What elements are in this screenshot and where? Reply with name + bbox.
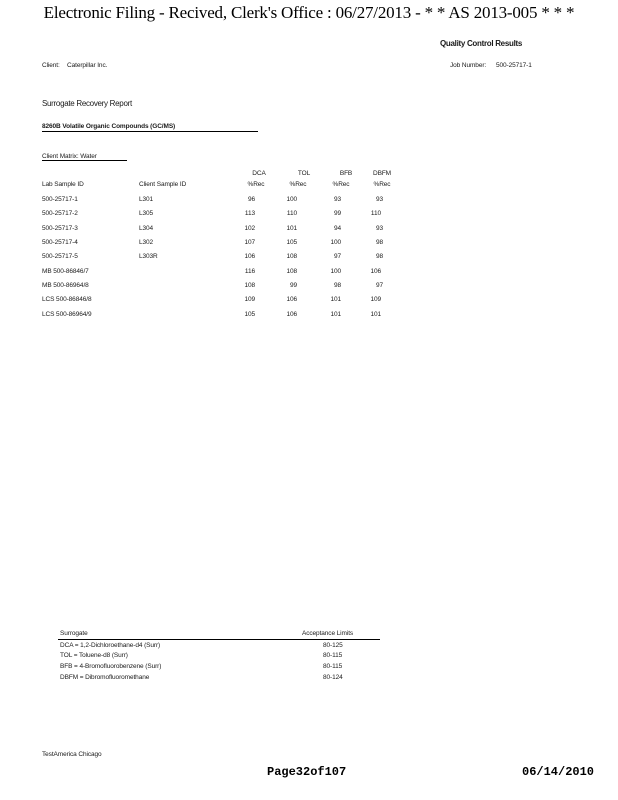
col-header-bfb: BFB — [339, 170, 353, 177]
col-header-dca: DCA — [252, 170, 266, 177]
table-row-bfb: 93 — [333, 196, 341, 203]
table-row-tol: 108 — [286, 253, 297, 260]
job-number-value: 500-25717-1 — [496, 62, 532, 69]
table-row-lab-id: MB 500-86846/7 — [42, 268, 89, 275]
table-row-tol: 100 — [286, 196, 297, 203]
table-row-dbfm: 110 — [370, 210, 381, 217]
table-row-lab-id: 500-25717-4 — [42, 239, 78, 246]
table-row-bfb: 98 — [333, 282, 341, 289]
legend-item-name: DCA = 1,2-Dichloroethane-d4 (Surr) — [60, 642, 161, 649]
client-value: Caterpillar Inc. — [67, 62, 108, 69]
report-title: Surrogate Recovery Report — [42, 99, 132, 108]
table-row-lab-id: 500-25717-5 — [42, 253, 78, 260]
table-row-dca: 105 — [244, 311, 255, 318]
legend-item-limits: 80-124 — [323, 674, 343, 681]
col-subheader-dca: %Rec — [247, 181, 265, 188]
col-subheader-bfb: %Rec — [332, 181, 350, 188]
table-row-dca: 116 — [244, 268, 255, 275]
table-row-dbfm: 98 — [375, 239, 383, 246]
legend-item-limits: 80-115 — [323, 652, 343, 659]
table-row-tol: 106 — [286, 296, 297, 303]
matrix-underline — [42, 160, 127, 161]
method-title: 8260B Volatile Organic Compounds (GC/MS) — [42, 123, 176, 130]
job-number-label: Job Number: — [450, 62, 487, 69]
table-row-dbfm: 97 — [375, 282, 383, 289]
table-row-bfb: 101 — [330, 296, 341, 303]
table-row-bfb: 100 — [330, 239, 341, 246]
table-row-client-id: L302 — [139, 239, 154, 246]
filing-banner: Electronic Filing - Recived, Clerk's Office : 06/27/2013 - * * AS 2013-005 * * * — [43, 3, 575, 22]
table-row-tol: 105 — [286, 239, 297, 246]
table-row-dca: 96 — [247, 196, 255, 203]
client-matrix: Client Matrix: Water — [42, 153, 97, 160]
table-row-bfb: 101 — [330, 311, 341, 318]
col-header-tol: TOL — [297, 170, 311, 177]
table-row-dbfm: 106 — [370, 268, 381, 275]
table-row-bfb: 100 — [330, 268, 341, 275]
table-row-tol: 99 — [289, 282, 297, 289]
table-row-dca: 102 — [244, 225, 255, 232]
table-row-tol: 108 — [286, 268, 297, 275]
col-subheader-dbfm: %Rec — [373, 181, 391, 188]
table-row-lab-id: 500-25717-1 — [42, 196, 78, 203]
client-sample-id-header: Client Sample ID — [139, 181, 187, 188]
table-row-dca: 113 — [244, 210, 255, 217]
table-row-lab-id: MB 500-86964/8 — [42, 282, 89, 289]
lab-name: TestAmerica Chicago — [42, 751, 102, 758]
table-row-client-id: L301 — [139, 196, 154, 203]
table-row-dca: 108 — [244, 282, 255, 289]
page-number: Page32of107 — [267, 765, 347, 779]
legend-item-limits: 80-125 — [323, 642, 343, 649]
table-row-dbfm: 98 — [375, 253, 383, 260]
table-row-tol: 106 — [286, 311, 297, 318]
table-row-lab-id: 500-25717-3 — [42, 225, 78, 232]
table-row-dbfm: 101 — [370, 311, 381, 318]
legend-surrogate-header: Surrogate — [60, 630, 88, 637]
table-row-lab-id: 500-25717-2 — [42, 210, 78, 217]
table-row-client-id: L304 — [139, 225, 154, 232]
legend-item-limits: 80-115 — [323, 663, 343, 670]
table-row-lab-id: LCS 500-86964/9 — [42, 311, 92, 318]
table-row-bfb: 99 — [333, 210, 341, 217]
table-row-dca: 106 — [244, 253, 255, 260]
lab-sample-id-header: Lab Sample ID — [42, 181, 84, 188]
table-row-bfb: 94 — [333, 225, 341, 232]
legend-item-name: DBFM = Dibromofluoromethane — [60, 674, 150, 681]
legend-item-name: TOL = Toluene-d8 (Surr) — [60, 652, 128, 659]
method-underline — [42, 131, 258, 132]
table-row-tol: 101 — [286, 225, 297, 232]
qc-results-title: Quality Control Results — [440, 39, 522, 48]
table-row-client-id: L303R — [139, 253, 158, 260]
table-row-bfb: 97 — [333, 253, 341, 260]
table-row-dbfm: 109 — [370, 296, 381, 303]
legend-item-name: BFB = 4-Bromofluorobenzene (Surr) — [60, 663, 162, 670]
client-label: Client: — [42, 62, 60, 69]
table-row-tol: 110 — [286, 210, 297, 217]
table-row-dbfm: 93 — [375, 225, 383, 232]
table-row-dbfm: 93 — [375, 196, 383, 203]
table-row-dca: 109 — [244, 296, 255, 303]
legend-limits-header: Acceptance Limits — [302, 630, 354, 637]
col-header-dbfm: DBFM — [372, 170, 391, 177]
table-row-dca: 107 — [244, 239, 255, 246]
legend-rule — [58, 639, 380, 640]
col-subheader-tol: %Rec — [289, 181, 307, 188]
print-date: 06/14/2010 — [522, 765, 595, 779]
table-row-lab-id: LCS 500-86846/8 — [42, 296, 92, 303]
table-row-client-id: L305 — [139, 210, 154, 217]
